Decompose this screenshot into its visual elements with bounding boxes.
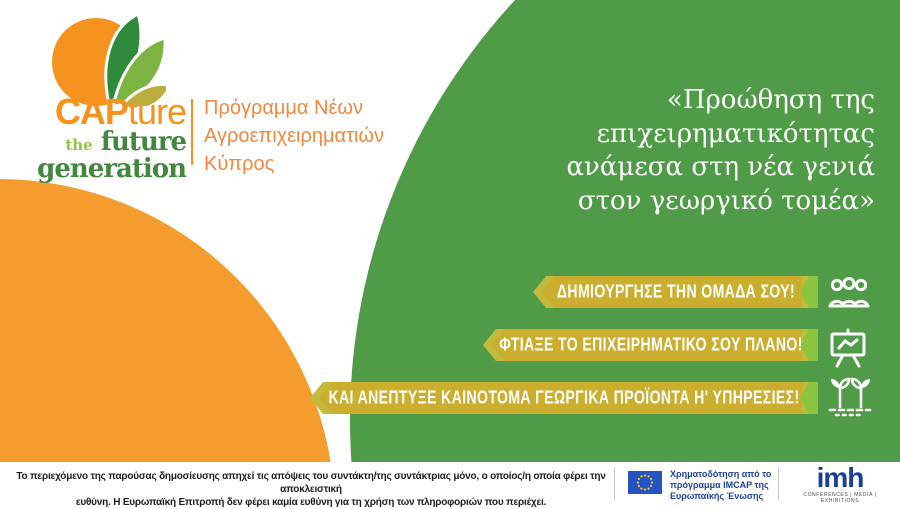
imh-tagline: CONFERENCES | MEDIA | EXHIBITIONS [803,492,877,504]
program-name-line1: Πρόγραμμα Νέων [204,97,364,119]
funding-line1: Χρηματοδότηση από το [670,469,772,479]
program-name-line2: Αγροεπιχειρηματιών [204,125,385,147]
disclaimer-text [15,470,607,509]
ribbon-business-plan [483,329,818,361]
logo-cap-text: CAP [54,91,128,132]
heading-line3: ανάμεσα στη νέα γενιά [566,152,875,182]
logo-divider-line [191,99,193,165]
sprouting-plants-icon [828,377,872,419]
program-name [204,94,434,178]
disclaimer-line2: ευθύνη. Η Ευρωπαϊκή Επιτροπή δεν φέρει καμία ευθύνη για τη χρήση των πληροφοριών που περιέχει. [75,497,547,508]
ribbon-label: ΚΑΙ ΑΝΕΠΤΥΞΕ ΚΑΙΝΟΤΟΜΑ ΓΕΩΡΓΙΚΑ ΠΡΟΪΟΝΤΑ Η' ΥΠΗΡΕΣΙΕΣ! [328,387,800,408]
team-icon [828,277,870,309]
main-heading [455,84,875,218]
ribbon-label: ΔΗΜΙΟΥΡΓΗΣΕ ΤΗΝ ΟΜΑΔΑ ΣΟΥ! [556,281,795,302]
logo-wordmark-generation: generation [37,154,186,184]
disclaimer-line1: Το περιεχόμενο της παρούσας δημοσίευσης απηχεί τις απόψεις του συντάκτη/της συντάκτριας μόνο, ο οποίος/η οποία φέρει την αποκλειστική [16,471,606,495]
footer-bar [0,462,900,506]
imh-logo [788,464,892,504]
heading-line1: «Προώθηση της [666,85,875,115]
logo-the-text: the [65,136,93,154]
orange-circle-decoration [0,179,335,462]
program-name-line3: Κύπρος [204,153,275,175]
ribbon-create-team [533,276,818,308]
eu-funding-text [670,469,776,502]
presentation-board-icon [828,328,868,368]
footer-separator [614,467,615,500]
heading-line4: στον γεωργικό τομέα» [577,185,875,216]
footer-separator [778,467,779,500]
ribbon-innovative-products [310,382,818,414]
logo-ture-text: ture [127,91,186,132]
eu-flag-icon [628,471,662,494]
imh-logo-text: imh [816,462,864,493]
ribbon-label: ΦΤΙΑΞΕ ΤΟ ΕΠΙΧΕΙΡΗΜΑΤΙΚΟ ΣΟΥ ΠΛΑΝΟ! [498,334,803,355]
logo-future-text: future [92,127,186,157]
funding-line3: Ευρωπαϊκής Ένωσης [670,491,764,501]
heading-line2: επιχειρηματικότητας [596,118,875,149]
funding-line2: πρόγραμμα IMCAP της [670,480,769,490]
